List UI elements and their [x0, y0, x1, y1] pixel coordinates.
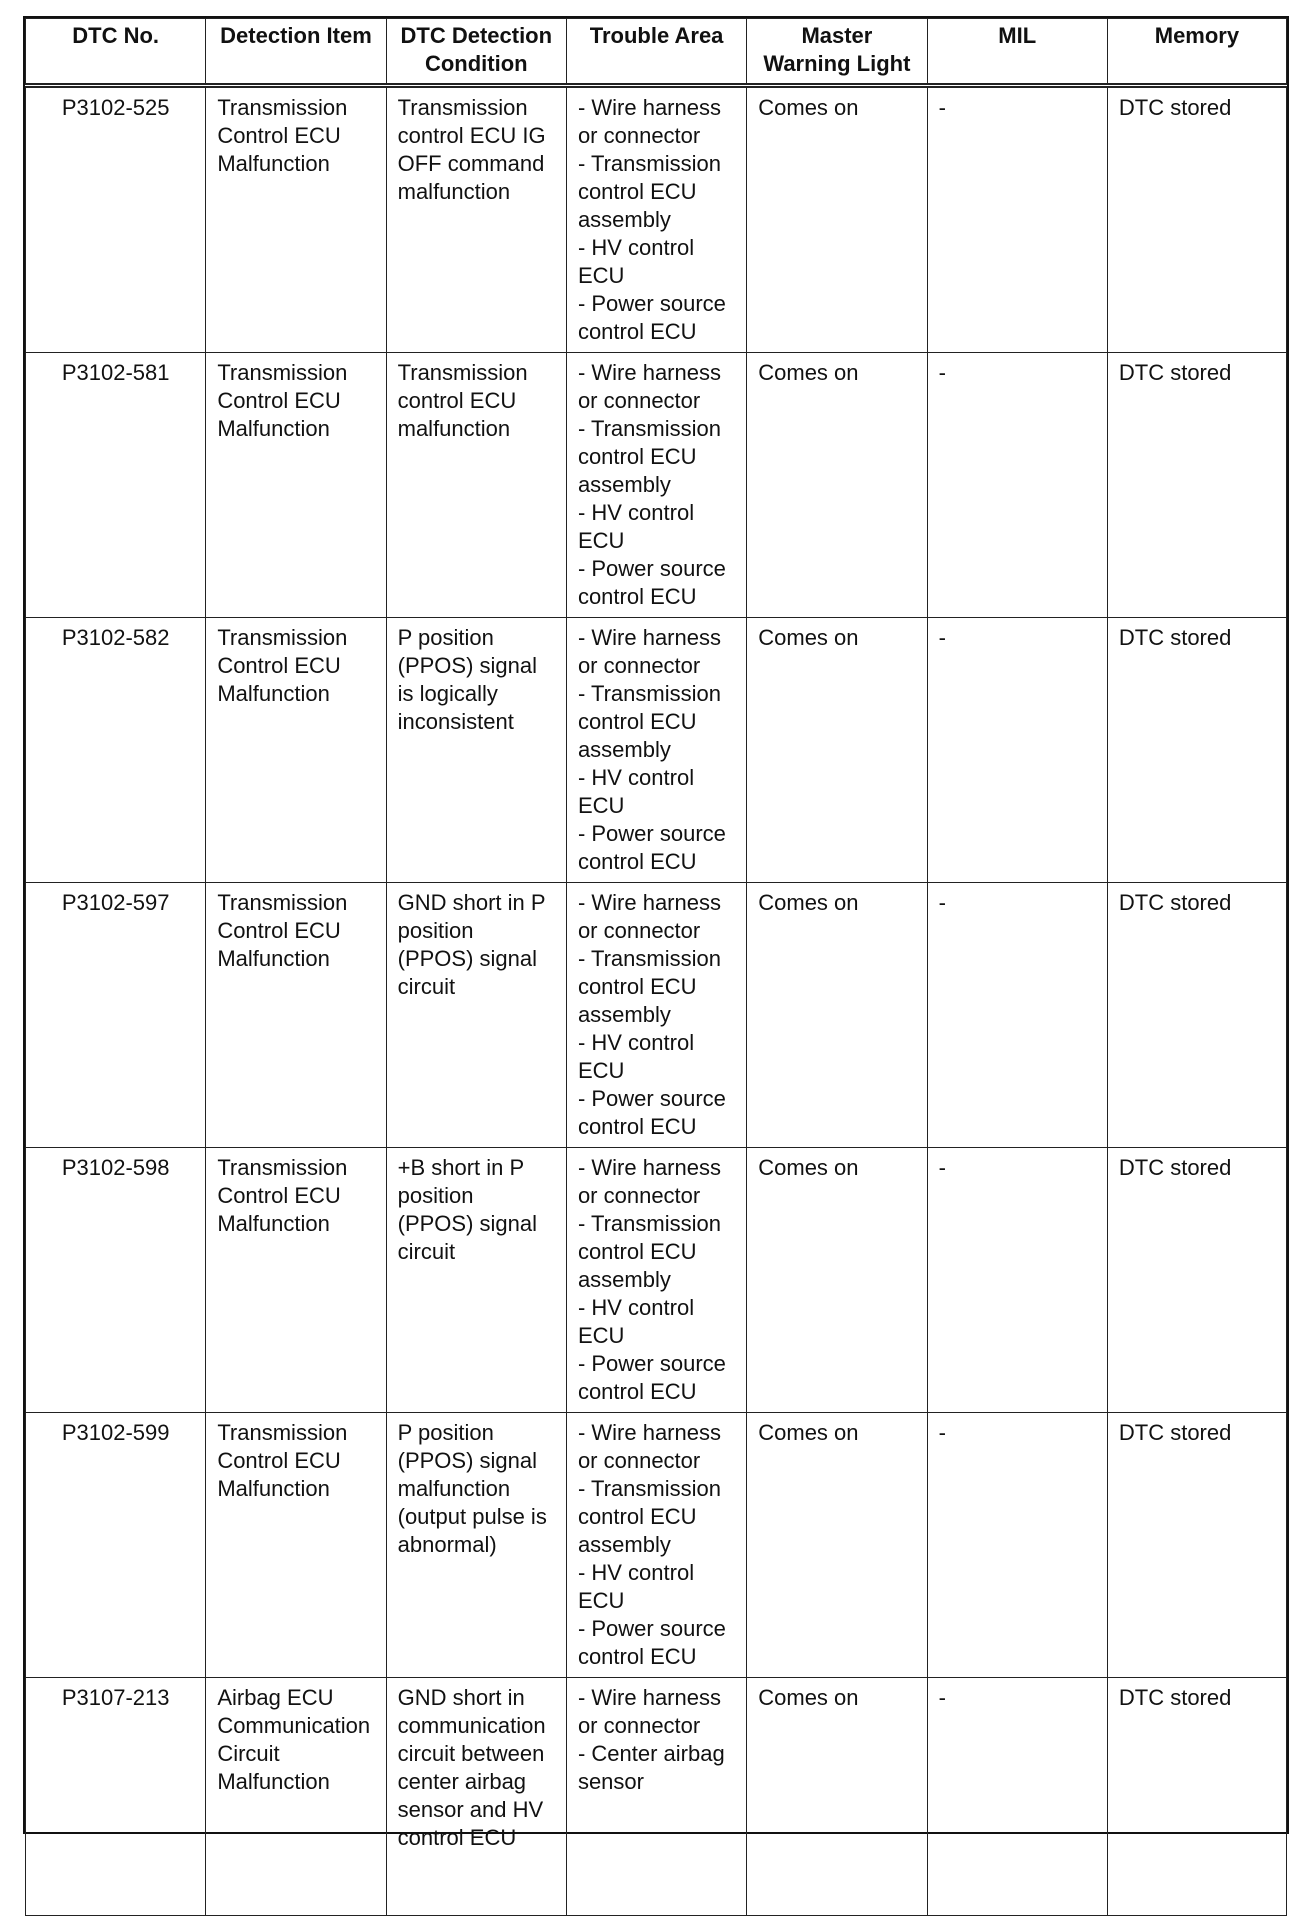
header-line: Memory: [1154, 23, 1240, 48]
cell-detection-item-line: Circuit: [217, 1741, 280, 1766]
table-row: [26, 353, 1287, 618]
cell-trouble-area-line: - Transmission: [577, 1476, 721, 1501]
cell-detection-item: [206, 1678, 386, 1916]
cell-detection-condition: [386, 353, 566, 618]
cell-detection-item-line: Airbag ECU: [217, 1685, 334, 1710]
cell-trouble-area-line: - Transmission: [577, 416, 721, 441]
cell-detection-condition-line: Transmission: [397, 95, 528, 120]
cell-dtc-no: P3102-598: [26, 1148, 206, 1413]
cell-detection-item: [206, 1148, 386, 1413]
cell-trouble-area-line: assembly: [577, 1002, 671, 1027]
table-body: [26, 86, 1287, 1916]
header-mil: [927, 19, 1107, 86]
cell-detection-condition-line: sensor and HV: [397, 1797, 544, 1822]
cell-detection-item-line: Transmission: [217, 625, 348, 650]
table-row: [26, 883, 1287, 1148]
cell-detection-item: [206, 353, 386, 618]
table-row: [26, 1413, 1287, 1678]
cell-detection-condition-line: communication: [397, 1713, 546, 1738]
header-row: [26, 19, 1287, 86]
cell-trouble-area-line: control ECU: [577, 1379, 697, 1404]
cell-detection-item-line: Transmission: [217, 360, 348, 385]
cell-detection-condition-line: GND short in: [397, 1685, 525, 1710]
cell-trouble-area-line: control ECU: [577, 179, 697, 204]
cell-dtc-no: P3107-213: [26, 1678, 206, 1916]
header-trouble-area: [566, 19, 746, 86]
cell-trouble-area-line: - HV control: [577, 1560, 695, 1585]
cell-memory: DTC stored: [1107, 86, 1286, 353]
cell-detection-condition-line: position: [397, 1183, 474, 1208]
cell-trouble-area: [566, 353, 746, 618]
cell-mil: -: [927, 86, 1107, 353]
cell-trouble-area-line: - Power source: [577, 1616, 726, 1641]
cell-master-warning-light: Comes on: [747, 1148, 927, 1413]
cell-detection-item-line: Malfunction: [217, 681, 330, 706]
cell-trouble-area-line: - Transmission: [577, 151, 721, 176]
cell-trouble-area-line: - HV control: [577, 1295, 695, 1320]
header-line: Warning Light: [763, 51, 911, 76]
cell-dtc-no: P3102-597: [26, 883, 206, 1148]
cell-detection-condition-line: P position: [397, 625, 494, 650]
cell-trouble-area-line: - Wire harness: [577, 360, 721, 385]
cell-trouble-area-line: or connector: [577, 1183, 701, 1208]
cell-trouble-area-line: assembly: [577, 1267, 671, 1292]
header-line: DTC Detection: [400, 23, 553, 48]
cell-trouble-area-line: - Wire harness: [577, 95, 721, 120]
cell-detection-condition-line: (PPOS) signal: [397, 1448, 538, 1473]
cell-trouble-area-line: ECU: [577, 263, 625, 288]
table-row: [26, 1148, 1287, 1413]
cell-trouble-area-line: ECU: [577, 1588, 625, 1613]
cell-detection-condition-line: (output pulse is: [397, 1504, 547, 1529]
cell-detection-condition-line: control ECU: [397, 388, 517, 413]
cell-master-warning-light: Comes on: [747, 618, 927, 883]
cell-memory: DTC stored: [1107, 618, 1286, 883]
cell-trouble-area-line: - HV control: [577, 1030, 695, 1055]
cell-trouble-area: [566, 1148, 746, 1413]
cell-detection-condition-line: P position: [397, 1420, 494, 1445]
header-line: MIL: [998, 23, 1037, 48]
cell-detection-condition-line: +B short in P: [397, 1155, 525, 1180]
header-detection-item: [206, 19, 386, 86]
cell-trouble-area-line: - HV control: [577, 500, 695, 525]
cell-trouble-area-line: ECU: [577, 1323, 625, 1348]
cell-trouble-area-line: - Transmission: [577, 681, 721, 706]
cell-trouble-area-line: ECU: [577, 793, 625, 818]
cell-master-warning-light: Comes on: [747, 883, 927, 1148]
dtc-table-sheet: [23, 16, 1289, 1850]
cell-trouble-area-line: - Transmission: [577, 1211, 721, 1236]
cell-trouble-area: [566, 1678, 746, 1916]
cell-trouble-area-line: control ECU: [577, 1239, 697, 1264]
cell-detection-item-line: Control ECU: [217, 1183, 341, 1208]
cell-detection-condition-line: circuit between: [397, 1741, 545, 1766]
cell-trouble-area-line: - Wire harness: [577, 1420, 721, 1445]
cell-detection-condition-line: Transmission: [397, 360, 528, 385]
cell-dtc-no: P3102-581: [26, 353, 206, 618]
cell-trouble-area-line: control ECU: [577, 849, 697, 874]
cell-detection-condition: [386, 883, 566, 1148]
cell-trouble-area-line: ECU: [577, 1058, 625, 1083]
cell-detection-item-line: Malfunction: [217, 151, 330, 176]
cell-trouble-area: [566, 883, 746, 1148]
cell-memory: DTC stored: [1107, 353, 1286, 618]
table-row: [26, 618, 1287, 883]
cell-trouble-area: [566, 1413, 746, 1678]
cell-detection-condition-line: (PPOS) signal: [397, 653, 538, 678]
cell-detection-condition-line: inconsistent: [397, 709, 514, 734]
cell-detection-condition-line: center airbag: [397, 1769, 527, 1794]
cell-detection-item-line: Control ECU: [217, 388, 341, 413]
cell-detection-condition-line: (PPOS) signal: [397, 1211, 538, 1236]
cell-memory: DTC stored: [1107, 1148, 1286, 1413]
cell-trouble-area-line: or connector: [577, 123, 701, 148]
cell-trouble-area-line: assembly: [577, 207, 671, 232]
cell-mil: -: [927, 1678, 1107, 1916]
cell-detection-item-line: Malfunction: [217, 946, 330, 971]
cell-detection-condition: [386, 86, 566, 353]
cell-detection-condition-line: OFF command: [397, 151, 545, 176]
cell-master-warning-light: Comes on: [747, 1413, 927, 1678]
header-memory: [1107, 19, 1286, 86]
cell-trouble-area-line: - Power source: [577, 821, 726, 846]
header-master-warning-light: [747, 19, 927, 86]
cell-memory: DTC stored: [1107, 1678, 1286, 1916]
cell-trouble-area-line: or connector: [577, 388, 701, 413]
cell-trouble-area-line: assembly: [577, 1532, 671, 1557]
cell-trouble-area-line: - HV control: [577, 765, 695, 790]
cell-detection-condition: [386, 1148, 566, 1413]
cell-trouble-area-line: - Power source: [577, 1351, 726, 1376]
cell-detection-condition-line: malfunction: [397, 416, 511, 441]
cell-trouble-area-line: control ECU: [577, 444, 697, 469]
cell-trouble-area: [566, 618, 746, 883]
cell-detection-item-line: Transmission: [217, 1155, 348, 1180]
cell-trouble-area-line: control ECU: [577, 1504, 697, 1529]
cell-trouble-area-line: - Transmission: [577, 946, 721, 971]
cell-detection-item-line: Malfunction: [217, 1211, 330, 1236]
cell-trouble-area-line: assembly: [577, 472, 671, 497]
cell-dtc-no: P3102-582: [26, 618, 206, 883]
cell-detection-item: [206, 86, 386, 353]
cell-mil: -: [927, 883, 1107, 1148]
cell-master-warning-light: Comes on: [747, 353, 927, 618]
cell-trouble-area-line: - HV control: [577, 235, 695, 260]
cell-detection-condition-line: position: [397, 918, 474, 943]
cell-trouble-area-line: ECU: [577, 528, 625, 553]
cell-detection-condition-line: control ECU: [397, 1825, 517, 1850]
header-line: Condition: [424, 51, 528, 76]
cell-detection-item-line: Control ECU: [217, 123, 341, 148]
cell-trouble-area-line: - Wire harness: [577, 1685, 721, 1710]
cell-memory: DTC stored: [1107, 1413, 1286, 1678]
cell-detection-condition-line: malfunction: [397, 179, 511, 204]
cell-trouble-area-line: control ECU: [577, 584, 697, 609]
cell-detection-condition: [386, 1413, 566, 1678]
cell-mil: -: [927, 618, 1107, 883]
cell-master-warning-light: Comes on: [747, 1678, 927, 1916]
cell-trouble-area-line: - Center airbag: [577, 1741, 725, 1766]
cell-detection-condition-line: abnormal): [397, 1532, 497, 1557]
header-line: Master: [801, 23, 873, 48]
cell-mil: -: [927, 353, 1107, 618]
cell-detection-condition: [386, 1678, 566, 1916]
cell-detection-item: [206, 1413, 386, 1678]
cell-trouble-area-line: or connector: [577, 1713, 701, 1738]
header-detection-condition: [386, 19, 566, 86]
cell-detection-condition-line: GND short in P: [397, 890, 546, 915]
cell-detection-item: [206, 883, 386, 1148]
cell-mil: -: [927, 1148, 1107, 1413]
cell-trouble-area-line: or connector: [577, 653, 701, 678]
header-line: Trouble Area: [589, 23, 724, 48]
cell-trouble-area-line: assembly: [577, 737, 671, 762]
cell-detection-item-line: Control ECU: [217, 1448, 341, 1473]
cell-dtc-no: P3102-599: [26, 1413, 206, 1678]
cell-detection-condition-line: (PPOS) signal: [397, 946, 538, 971]
table-row: [26, 86, 1287, 353]
cell-trouble-area-line: - Power source: [577, 1086, 726, 1111]
cell-trouble-area-line: control ECU: [577, 709, 697, 734]
cell-mil: -: [927, 1413, 1107, 1678]
header-dtc-no: [26, 19, 206, 86]
cell-detection-condition-line: circuit: [397, 1239, 456, 1264]
cell-trouble-area: [566, 86, 746, 353]
cell-trouble-area-line: - Wire harness: [577, 1155, 721, 1180]
cell-trouble-area-line: control ECU: [577, 1644, 697, 1669]
cell-trouble-area-line: sensor: [577, 1769, 644, 1794]
table-row: [26, 1678, 1287, 1916]
dtc-table: [25, 18, 1287, 1916]
cell-master-warning-light: Comes on: [747, 86, 927, 353]
cell-trouble-area-line: control ECU: [577, 319, 697, 344]
cell-detection-condition-line: circuit: [397, 974, 456, 999]
cell-trouble-area-line: - Wire harness: [577, 625, 721, 650]
cell-detection-item-line: Transmission: [217, 95, 348, 120]
cell-trouble-area-line: or connector: [577, 918, 701, 943]
header-line: Detection Item: [220, 23, 372, 48]
cell-dtc-no: P3102-525: [26, 86, 206, 353]
cell-trouble-area-line: - Power source: [577, 291, 726, 316]
cell-detection-item-line: Transmission: [217, 1420, 348, 1445]
cell-detection-item-line: Malfunction: [217, 1476, 330, 1501]
cell-detection-item-line: Control ECU: [217, 653, 341, 678]
cell-detection-item-line: Malfunction: [217, 1769, 330, 1794]
cell-trouble-area-line: or connector: [577, 1448, 701, 1473]
cell-detection-condition-line: malfunction: [397, 1476, 511, 1501]
cell-memory: DTC stored: [1107, 883, 1286, 1148]
header-line: DTC No.: [72, 23, 160, 48]
cell-trouble-area-line: - Power source: [577, 556, 726, 581]
cell-detection-condition-line: is logically: [397, 681, 498, 706]
cell-detection-item: [206, 618, 386, 883]
cell-trouble-area-line: control ECU: [577, 1114, 697, 1139]
cell-detection-item-line: Transmission: [217, 890, 348, 915]
cell-detection-condition: [386, 618, 566, 883]
cell-detection-condition-line: control ECU IG: [397, 123, 546, 148]
cell-detection-item-line: Control ECU: [217, 918, 341, 943]
cell-trouble-area-line: - Wire harness: [577, 890, 721, 915]
cell-trouble-area-line: control ECU: [577, 974, 697, 999]
cell-detection-item-line: Communication: [217, 1713, 371, 1738]
cell-detection-item-line: Malfunction: [217, 416, 330, 441]
